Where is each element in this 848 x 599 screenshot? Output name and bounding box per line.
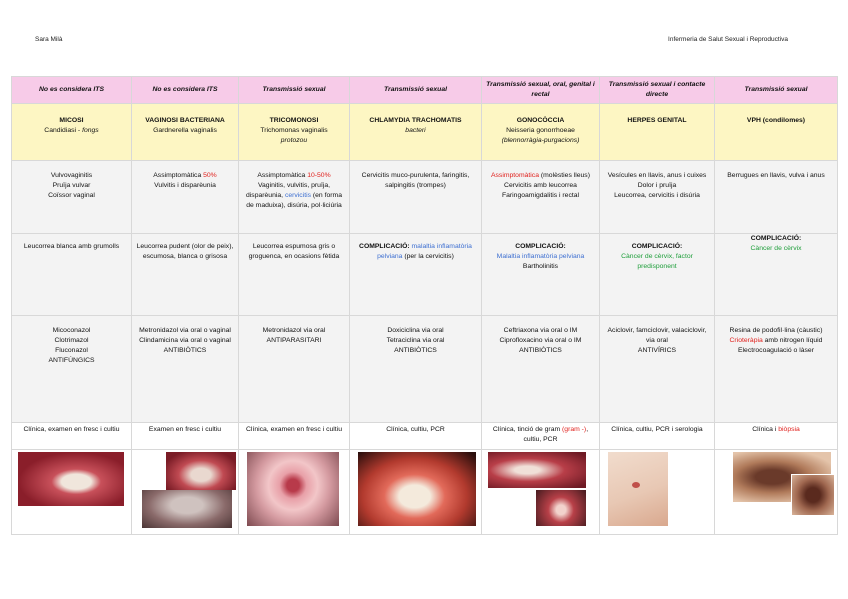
clinical-photo-herpes <box>606 452 708 528</box>
treatment-drugs: Resina de podofil·lina (càustic) <box>729 327 823 334</box>
clinical-images-row <box>12 450 838 535</box>
diagnosis-cell <box>715 423 838 450</box>
transmission-cell: No es considera ITS <box>12 77 132 104</box>
image-cell <box>600 450 715 535</box>
diagnosis-cell: Clínica, cultiu, PCR <box>350 423 482 450</box>
transmission-row <box>12 77 838 104</box>
disease-name-cell <box>482 104 600 161</box>
disease-name-cell <box>350 104 482 161</box>
disease-title: MICOSI <box>59 117 84 124</box>
asymptomatic-rate: 50% <box>203 172 217 179</box>
disease-agent: Trichomonas vaginalis <box>260 126 328 134</box>
disease-title: GONOCÒCCIA <box>516 117 565 124</box>
treatment-cell <box>482 316 600 423</box>
treatment-cell <box>12 316 132 423</box>
disease-agent-type: bacteri <box>405 126 426 134</box>
diagnosis-cell: Examen en fresc i cultiu <box>132 423 239 450</box>
treatment-class: ANTIVÍRICS <box>637 346 677 354</box>
disease-title: VAGINOSI BACTERIANA <box>145 117 225 124</box>
gram-highlight: (gram -) <box>562 426 587 433</box>
complication-label: COMPLICACIÓ: <box>359 243 412 250</box>
sti-comparison-table <box>11 76 838 535</box>
treatment-cell <box>132 316 239 423</box>
disease-name-cell <box>12 104 132 161</box>
treatment-class: ANTIBIÒTICS <box>394 346 437 354</box>
treatment-drugs: Ceftriaxona via oral o IM Ciprofloxacino via oral o IM <box>499 327 582 344</box>
symptom-text: (en forma de maduixa), disúria, pol·liciúria <box>246 191 342 209</box>
transmission-cell: Transmissió sexual <box>350 77 482 104</box>
treatment-row <box>12 316 838 423</box>
symptom-text: (molèsties lleus) Cervicitis amb leucorrea Faringoamigdalitis i rectal <box>501 172 590 199</box>
disease-agent: Candidiasi - <box>44 126 83 134</box>
discharge-cell <box>715 234 838 316</box>
disease-title: HERPES GENITAL <box>627 117 687 124</box>
disease-name-cell <box>715 104 838 161</box>
complication-highlight: Càncer de cèrvix <box>750 244 802 252</box>
clinical-photo-chlamydia <box>356 452 475 528</box>
complication-text: (per la cervicitis) <box>402 252 454 260</box>
clinical-photo-tricomonosi <box>245 452 343 528</box>
treatment-class: ANTIPARASITARI <box>266 336 322 344</box>
transmission-cell: Transmissió sexual <box>239 77 350 104</box>
transmission-cell: Transmissió sexual <box>715 77 838 104</box>
diagnosis-text: , cultiu, PCR <box>523 426 589 443</box>
disease-name-cell <box>239 104 350 161</box>
treatment-drugs: Micoconazol Clotrimazol Fluconazol <box>52 327 91 354</box>
treatment-drugs: Aciclovir, famciclovir, valaciclovir, via oral <box>607 327 707 344</box>
image-cell <box>132 450 239 535</box>
treatment-cell <box>239 316 350 423</box>
clinical-photo-vaginosi <box>138 452 232 528</box>
asymptomatic-highlight: Assimptomàtica <box>491 172 539 179</box>
complication-label: COMPLICACIÓ: <box>750 235 802 242</box>
discharge-cell <box>600 234 715 316</box>
image-cell <box>239 450 350 535</box>
symptom-text: Vulvitis i disparèunia <box>154 181 216 189</box>
transmission-cell: Transmissió sexual, oral, genital i rectal <box>482 77 600 104</box>
symptoms-cell: Vesícules en llavis, anus i cuixes Dolor i pruïja Leucorrea, cervicitis i disúria <box>600 161 715 234</box>
complication-highlight: malaltia inflamatòria pelviana <box>377 243 472 260</box>
disease-title: TRICOMONOSI <box>269 117 319 124</box>
transmission-cell: Transmissió sexual i contacte directe <box>600 77 715 104</box>
complication-label: COMPLICACIÓ: <box>631 243 683 250</box>
treatment-cell <box>715 316 838 423</box>
symptom-text: Assimptomàtica <box>257 172 308 179</box>
disease-agent-type: protozou <box>280 136 308 144</box>
header-author: Sara Milà <box>35 36 63 43</box>
symptoms-cell: Cervicitis muco-purulenta, faringitis, salpingitis (trompes) <box>350 161 482 234</box>
biopsy-highlight: biòpsia <box>778 426 800 433</box>
disease-title: VPH (condilomes) <box>746 117 806 124</box>
image-cell <box>350 450 482 535</box>
symptoms-cell: Berrugues en llavis, vulva i anus <box>715 161 838 234</box>
diagnosis-cell: Clínica, examen en fresc i cultiu <box>12 423 132 450</box>
disease-title: CHLAMYDIA TRACHOMATIS <box>369 117 462 124</box>
discharge-cell: Leucorrea espumosa gris o groguenca, en ocasions fètida <box>239 234 350 316</box>
symptoms-cell <box>482 161 600 234</box>
disease-name-cell <box>600 104 715 161</box>
symptoms-cell: Vulvovaginitis Pruïja vulvar Coïssor vaginal <box>12 161 132 234</box>
diagnosis-text: Clínica, tinció de gram <box>492 426 563 433</box>
transmission-cell: No es considera ITS <box>132 77 239 104</box>
complication-highlight: Càncer de cèrvix, factor predisponent <box>621 252 693 270</box>
asymptomatic-rate: 10-50% <box>307 172 331 179</box>
treatment-class: ANTIBIÒTICS <box>519 346 562 354</box>
discharge-cell: Leucorrea pudent (olor de peix), escumosa, blanca o grisosa <box>132 234 239 316</box>
treatment-cell <box>600 316 715 423</box>
symptom-text: Vaginitis, vulvitis, pruïja, disparèunia, <box>246 181 331 199</box>
disease-agent-type: (blennorràgia-purgacions) <box>501 136 580 144</box>
cryotherapy-highlight: Crioteràpia <box>729 336 763 344</box>
diagnosis-text: Clínica i <box>752 426 779 433</box>
treatment-drugs: Doxiciclina via oral Tetraciclina via oral <box>386 327 445 344</box>
treatment-drugs: Metronidazol via oral <box>262 327 326 334</box>
diagnosis-cell <box>482 423 600 450</box>
diagnosis-cell: Clínica, cultiu, PCR i serologia <box>600 423 715 450</box>
treatment-drugs: amb nitrogen líquid Electrocoagulació o làser <box>738 336 823 354</box>
image-cell <box>715 450 838 535</box>
diagnosis-cell: Clínica, examen en fresc i cultiu <box>239 423 350 450</box>
discharge-row <box>12 234 838 316</box>
complication-label: COMPLICACIÓ: <box>515 243 566 250</box>
clinical-photo-vph <box>721 452 831 528</box>
discharge-cell: Leucorrea blanca amb grumolls <box>12 234 132 316</box>
symptoms-row <box>12 161 838 234</box>
disease-name-cell <box>132 104 239 161</box>
image-cell <box>482 450 600 535</box>
treatment-cell <box>350 316 482 423</box>
discharge-cell <box>482 234 600 316</box>
image-cell <box>12 450 132 535</box>
treatment-drugs: Metronidazol via oral o vaginal Clindamicina via oral o vaginal <box>139 327 231 344</box>
symptoms-cell <box>239 161 350 234</box>
complication-text: Bartholinitis <box>522 262 559 270</box>
clinical-photo-gonococcia <box>488 452 593 528</box>
treatment-class: ANTIBIÒTICS <box>163 346 207 354</box>
diagnosis-row <box>12 423 838 450</box>
symptom-text: Assimptomàtica <box>153 172 204 179</box>
discharge-cell <box>350 234 482 316</box>
clinical-photo-micosi <box>18 452 125 528</box>
disease-name-row <box>12 104 838 161</box>
cervicitis-highlight: cervicitis <box>284 191 311 199</box>
disease-agent-type: fongs <box>82 126 99 134</box>
disease-agent: Neisseria gonorrhoeae <box>506 126 575 134</box>
treatment-class: ANTIFÚNGICS <box>48 356 95 364</box>
symptoms-cell <box>132 161 239 234</box>
disease-agent: Gardnerella vaginalis <box>153 126 217 134</box>
header-course: Infermeria de Salut Sexual i Reproductiva <box>668 36 788 43</box>
complication-highlight: Malaltia inflamatòria pelviana <box>496 252 585 260</box>
